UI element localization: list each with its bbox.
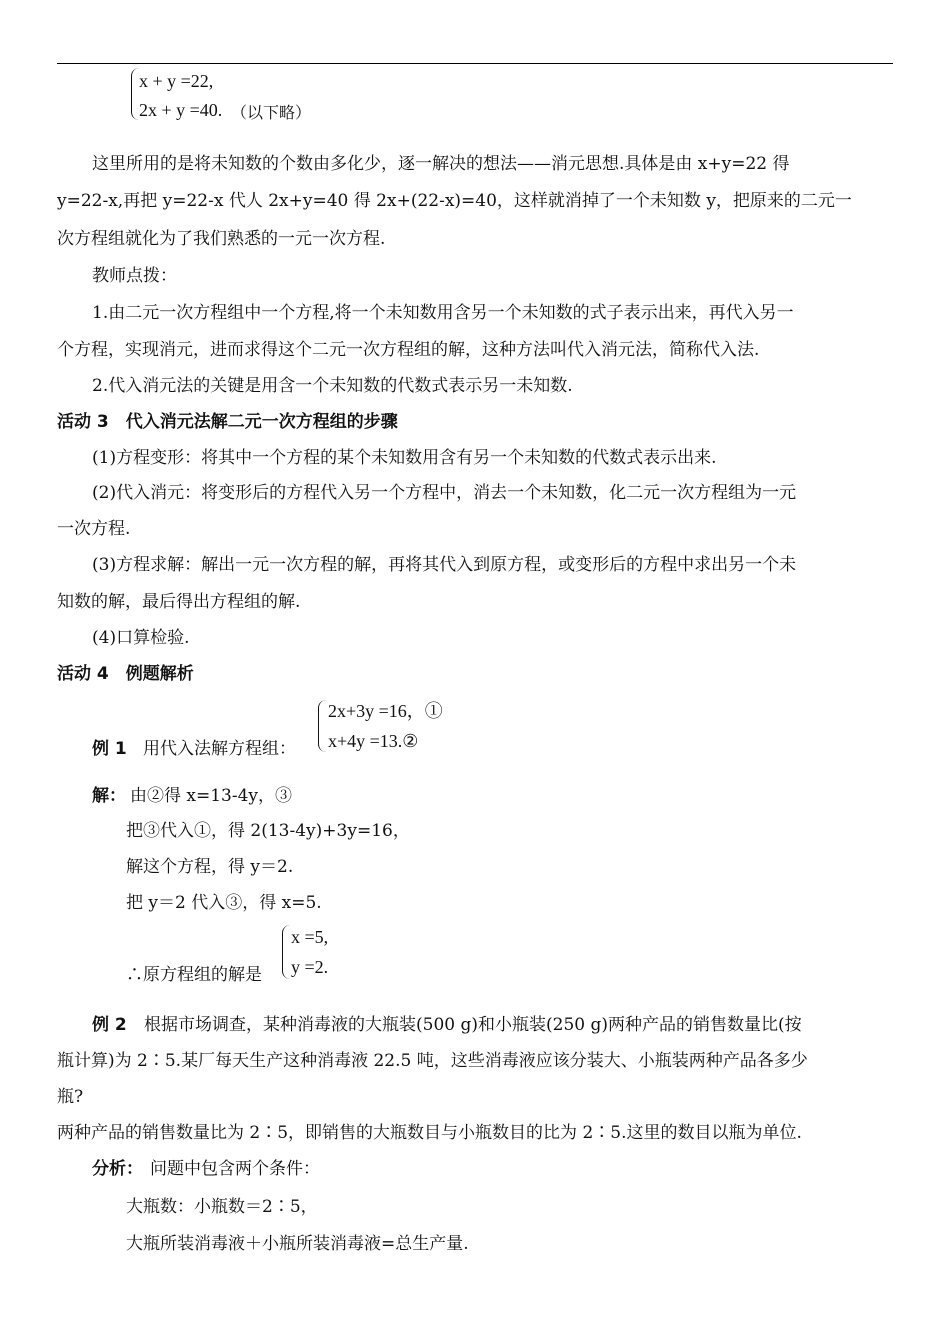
ex1-label: 例 1 [92, 739, 127, 759]
step2-line1: (2)代入消元：将变形后的方程代入另一个方程中，消去一个未知数，化二元一次方程组为一元 [92, 483, 797, 503]
ex1-eq1: 2x+3y =16，① [328, 701, 443, 721]
answer-brace [282, 925, 291, 979]
solution-label: 解： [92, 786, 126, 806]
solution-conclusion: ∴原方程组的解是 [126, 965, 262, 985]
activity4-title: 活动 4 例题解析 [57, 664, 194, 684]
para1-line3: 次方程组就化为了我们熟悉的一元一次方程. [57, 229, 386, 249]
system-eq2: 2x + y =40. [139, 100, 223, 120]
activity3-title: 活动 3 代入消元法解二元一次方程组的步骤 [57, 412, 398, 432]
step3-line1: (3)方程求解：解出一元一次方程的解，再将其代入到原方程，或变形后的方程中求出另一个未 [92, 555, 797, 575]
para1-line2: y=22-x,再把 y=22-x 代人 2x+y=40 得 2x+(22-x)=40，这样就消掉了一个未知数 y，把原来的二元一 [57, 191, 852, 211]
solution-line2: 把③代入①，得 2(13-4y)+3y=16， [126, 821, 410, 841]
ex2-line2: 瓶计算)为 2∶5.某厂每天生产这种消毒液 22.5 吨，这些消毒液应该分装大、小瓶装两种产品各多少 [57, 1051, 808, 1071]
ex1-eq2: x+4y =13.② [328, 731, 419, 751]
solution-line1: 由②得 x=13-4y，③ [130, 786, 293, 806]
step4: (4)口算检验. [92, 628, 190, 648]
step3-line2: 知数的解，最后得出方程组的解. [57, 592, 301, 612]
solution-line3: 解这个方程，得 y＝2. [126, 857, 294, 877]
para1-line1: 这里所用的是将未知数的个数由多化少，逐一解决的想法——消元思想.具体是由 x+y=22 得 [92, 154, 790, 174]
answer-eq1: x =5, [291, 927, 329, 947]
header-rule [57, 63, 893, 64]
answer-eq2: y =2. [291, 957, 329, 977]
condition2: 大瓶所装消毒液＋小瓶所装消毒液=总生产量. [126, 1234, 469, 1254]
point1-line1: 1.由二元一次方程组中一个方程,将一个未知数用含另一个未知数的式子表示出来，再代入另一 [92, 303, 794, 323]
teacher-heading: 教师点拨： [92, 266, 177, 286]
ex2-line3: 瓶? [57, 1087, 84, 1107]
ex2-label: 例 2 [92, 1015, 127, 1035]
step2-line2: 一次方程. [57, 519, 131, 539]
analysis-text: 问题中包含两个条件： [150, 1159, 320, 1179]
ex2-note: 两种产品的销售数量比为 2∶5，即销售的大瓶数目与小瓶数目的比为 2∶5.这里的数目以瓶为单位. [57, 1123, 802, 1143]
condition1: 大瓶数：小瓶数＝2∶5， [126, 1197, 318, 1217]
ex1-text: 用代入法解方程组： [143, 739, 296, 759]
point1-line2: 个方程，实现消元，进而求得这个二元一次方程组的解，这种方法叫代入消元法，简称代入法. [57, 340, 760, 360]
analysis-label: 分析： [92, 1159, 143, 1179]
system-eq1: x + y =22, [139, 71, 214, 91]
system-note: （以下略） [231, 103, 312, 122]
solution-line4: 把 y＝2 代入③，得 x=5. [126, 893, 322, 913]
ex1-brace [318, 700, 327, 752]
ex2-line1: 根据市场调查，某种消毒液的大瓶装(500 g)和小瓶装(250 g)两种产品的销售数量比(按 [144, 1015, 802, 1035]
step1: (1)方程变形：将其中一个方程的某个未知数用含有另一个未知数的代数式表示出来. [92, 448, 717, 468]
point2: 2.代入消元法的关键是用含一个未知数的代数式表示另一未知数. [92, 376, 573, 396]
